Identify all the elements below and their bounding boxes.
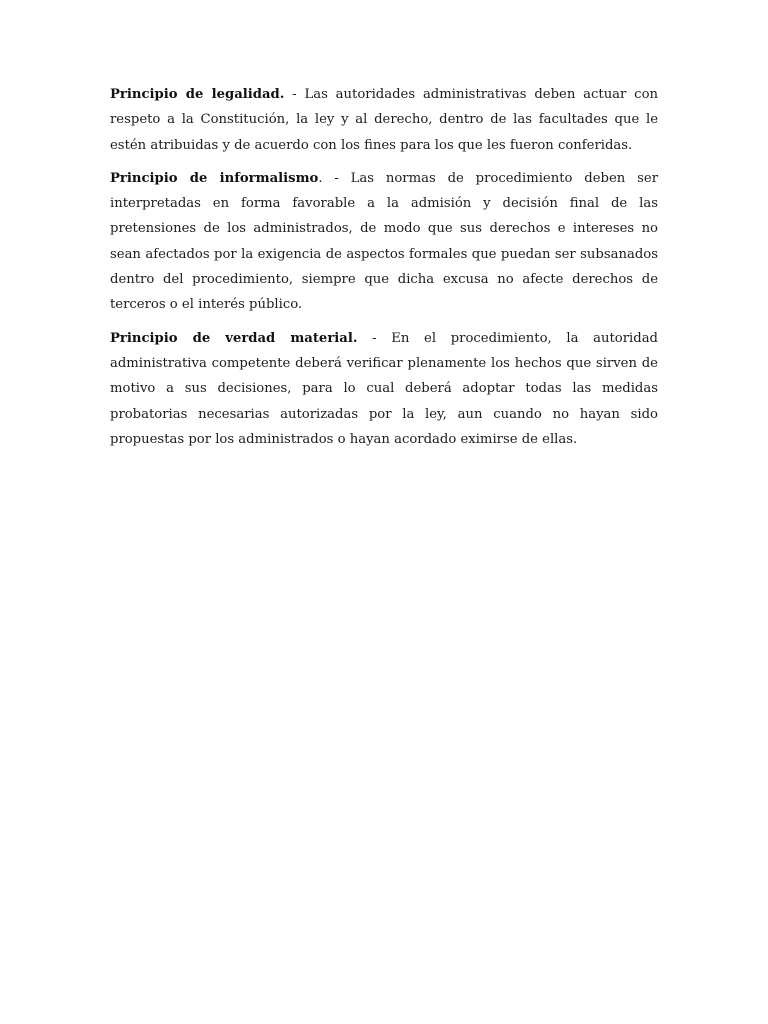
paragraph-text: - En el procedimiento, la autoridad administrativa competente deberá verificar plenamente los hechos que sirven de motivo a sus decisiones, para lo cual deberá adoptar todas las medidas probatorias necesarias autorizadas por la ley, aun cuando no hayan sido propuestas por los administrados o hayan acordado eximirse de ellas. [110,330,659,447]
paragraph-principio-legalidad [110,82,658,158]
paragraph-heading: Principio de informalismo [110,170,319,186]
paragraph-heading: Principio de legalidad. [110,87,285,102]
document-body [110,82,658,460]
paragraph-text: . - Las normas de procedimiento deben ser interpretadas en forma favorable a la admisión y decisión final de las pretensiones de los administrados, de modo que sus derechos e intereses no sean afectados por la exigencia de aspectos formales que puedan ser subsanados dentro del procedimiento, siempre que dicha excusa no afecte derechos de terceros o el interés público. [110,170,659,313]
paragraph-principio-verdad-material [110,326,658,452]
paragraph-text: - Las autoridades administrativas deben actuar con respeto a la Constitución, la ley y al derecho, dentro de las facultades que le estén atribuidas y de acuerdo con los fines para los que les fueron conferidas. [110,87,658,153]
paragraph-heading: Principio de verdad material. [110,330,358,346]
paragraph-principio-informalismo [110,166,658,318]
